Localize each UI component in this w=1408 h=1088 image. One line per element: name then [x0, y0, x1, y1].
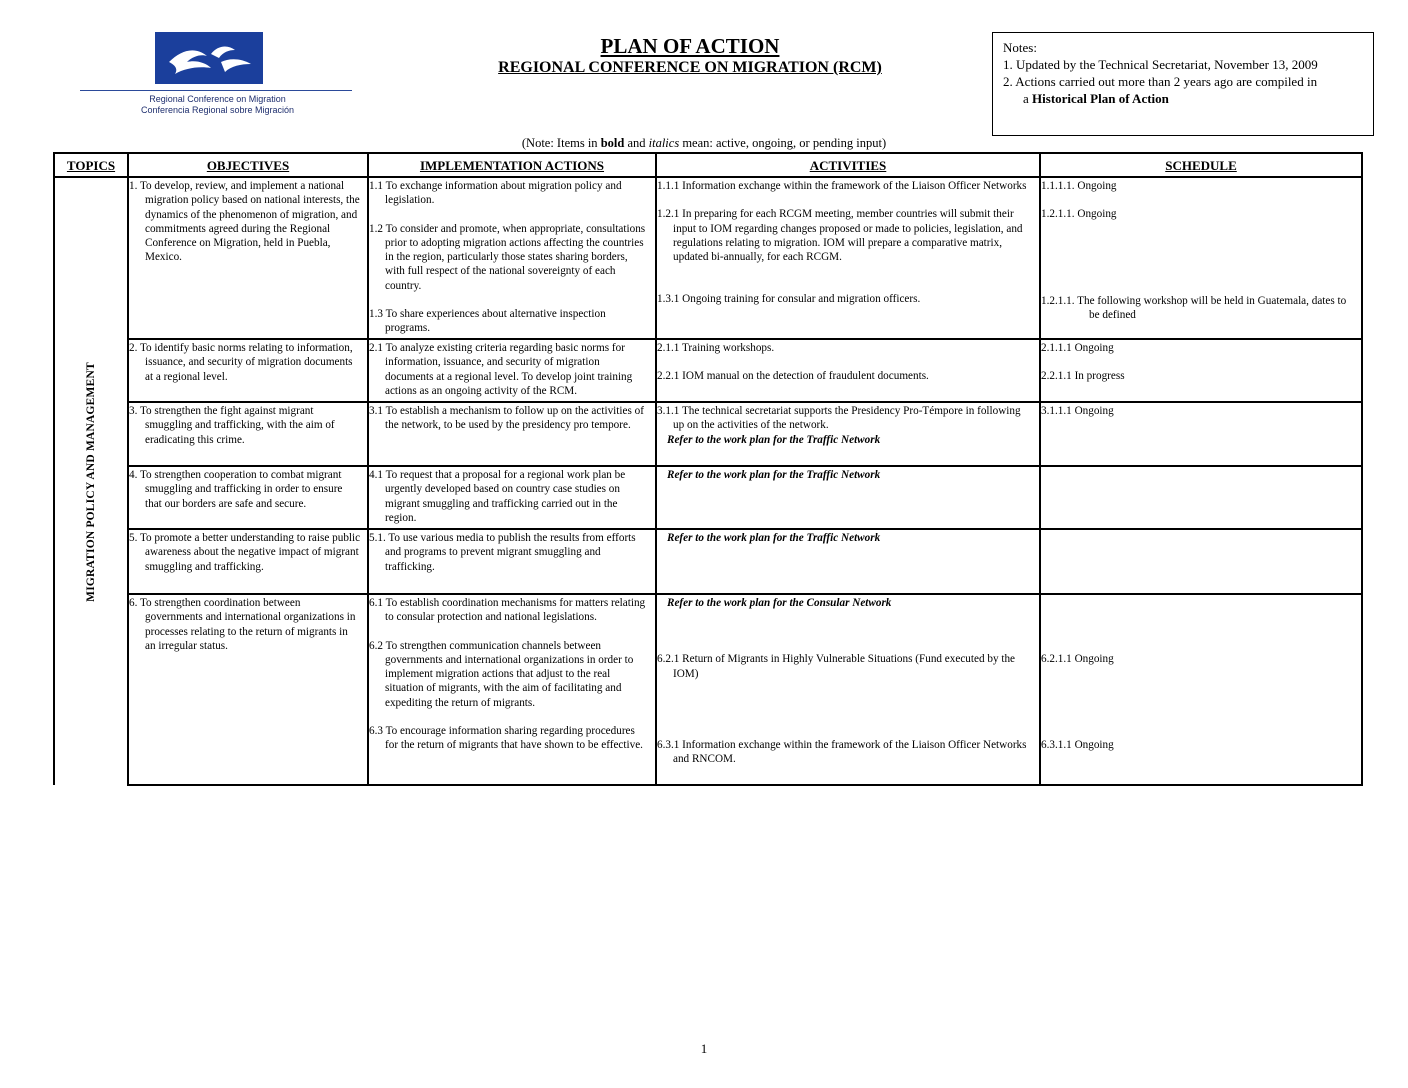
- actions-cell: [368, 177, 656, 339]
- objective-cell: [128, 594, 368, 785]
- activity-item: 1.3.1 Ongoing training for consular and migration officers.: [657, 293, 921, 306]
- schedule-cell: [1040, 529, 1362, 594]
- spacer: [1041, 222, 1361, 294]
- spacer: [657, 610, 1039, 652]
- header-schedule: SCHEDULE: [1040, 153, 1362, 177]
- actions-cell: [368, 594, 656, 785]
- note-2-continuation: [1003, 90, 1363, 107]
- note-2: 2. Actions carried out more than 2 years ago are compiled in: [1003, 74, 1318, 89]
- activities-cell: [656, 594, 1040, 785]
- activity-item: 3.1.1 The technical secretariat supports the Presidency Pro-Témpore in following up on the activities of the network.: [657, 405, 1021, 432]
- schedule-item: 6.2.1.1 Ongoing: [1041, 653, 1114, 665]
- activity-reference: Refer to the work plan for the Consular Network: [667, 597, 892, 609]
- legend-and: and: [624, 136, 649, 150]
- spacer: [1041, 596, 1361, 652]
- schedule-cell: [1040, 594, 1362, 785]
- document-title: PLAN OF ACTION: [600, 34, 780, 58]
- note-1: 1. Updated by the Technical Secretariat, November 13, 2009: [1003, 57, 1318, 72]
- rcm-logo: [80, 30, 355, 122]
- legend-note: [0, 136, 1408, 151]
- activities-cell: [656, 529, 1040, 594]
- spacer: [369, 710, 655, 724]
- logo-divider: [80, 90, 352, 91]
- spacer: [369, 625, 655, 639]
- objective-cell: [128, 339, 368, 402]
- spacer: [1041, 355, 1361, 369]
- table-row: [54, 529, 1362, 594]
- objective-cell: [128, 529, 368, 594]
- schedule-item: 1.1.1.1. Ongoing: [1041, 180, 1117, 192]
- rcm-bird-icon: [155, 32, 263, 84]
- activities-cell: [656, 466, 1040, 529]
- spacer: [1041, 193, 1361, 207]
- action-item: 6.1 To establish coordination mechanisms for matters relating to consular protection and national legislations.: [369, 597, 646, 624]
- notes-heading: Notes:: [1003, 40, 1037, 55]
- schedule-cell: [1040, 177, 1362, 339]
- spacer: [657, 193, 1039, 207]
- schedule-item: 6.3.1.1 Ongoing: [1041, 739, 1114, 752]
- legend-pre: (Note: Items in: [521, 136, 601, 150]
- objective-text: 2. To identify basic norms relating to information, issuance, and security of migration documents at a regional level.: [129, 342, 353, 383]
- activity-reference: Refer to the work plan for the Traffic Network: [667, 469, 881, 481]
- header-activities: ACTIVITIES: [656, 153, 1040, 177]
- topic-label: MIGRATION POLICY AND MANAGEMENT: [84, 361, 97, 602]
- schedule-item: 3.1.1.1 Ongoing: [1041, 405, 1114, 417]
- legend-post: mean: active, ongoing, or pending input): [679, 136, 887, 150]
- spacer: [657, 681, 1039, 738]
- table-header-row: [54, 153, 1362, 177]
- table-row: [54, 402, 1362, 466]
- header-implementation-actions: IMPLEMENTATION ACTIONS: [368, 153, 656, 177]
- table-row: [54, 466, 1362, 529]
- spacer: [369, 293, 655, 307]
- activities-cell: [656, 177, 1040, 339]
- logo-caption-es: Conferencia Regional sobre Migración: [140, 105, 295, 115]
- actions-cell: [368, 339, 656, 402]
- schedule-cell: [1040, 402, 1362, 466]
- objective-text: 3. To strengthen the fight against migrant smuggling and trafficking, with the aim of eradicating this crime.: [129, 405, 335, 446]
- objective-text: 1. To develop, review, and implement a national migration policy based on national interests, the dynamics of the phenomenon of migration, and commitments agreed during the Regional Conference on Migration, held in Puebla, Mexico.: [129, 180, 360, 264]
- objective-cell: [128, 177, 368, 339]
- schedule-cell: [1040, 466, 1362, 529]
- actions-cell: [368, 529, 656, 594]
- action-item: 6.3 To encourage information sharing regarding procedures for the return of migrants that have shown to be effective.: [369, 725, 643, 752]
- action-item: 4.1 To request that a proposal for a regional work plan be urgently developed based on country case studies on migrant smuggling and trafficking carried out in the region.: [369, 469, 626, 524]
- table-row: [54, 177, 1362, 339]
- spacer: [657, 264, 1039, 292]
- objective-text: 4. To strengthen cooperation to combat migrant smuggling and trafficking in order to ensure that our borders are safe and secure.: [129, 469, 343, 510]
- activity-item: 2.1.1 Training workshops.: [657, 342, 775, 354]
- document-title-block: [440, 34, 940, 78]
- table-row: [54, 594, 1362, 785]
- actions-cell: [368, 466, 656, 529]
- schedule-cell: [1040, 339, 1362, 402]
- activity-item: 6.3.1 Information exchange within the framework of the Liaison Officer Networks and RNCOM.: [657, 738, 1027, 766]
- actions-cell: [368, 402, 656, 466]
- action-item: 2.1 To analyze existing criteria regarding basic norms for information, issuance, and security of migration documents at a regional level. To develop joint training actions as an ongoing activity of the RCM.: [369, 342, 633, 397]
- notes-box: [992, 32, 1374, 136]
- activity-reference: Refer to the work plan for the Traffic Network: [667, 532, 881, 544]
- activity-item: 1.1.1 Information exchange within the framework of the Liaison Officer Networks: [657, 180, 1027, 192]
- note-2-bold-text: Historical Plan of Action: [1032, 91, 1169, 106]
- action-item: 1.2 To consider and promote, when appropriate, consultations prior to adopting migration actions affecting the countries in the region, particularly those states sharing borders, with full respect of the national sovereignty of each country.: [369, 222, 646, 292]
- logo-caption: [80, 94, 355, 116]
- spacer: [657, 355, 1039, 369]
- objective-cell: [128, 466, 368, 529]
- objective-cell: [128, 402, 368, 466]
- header-topics: TOPICS: [54, 153, 128, 177]
- action-item: 5.1. To use various media to publish the results from efforts and programs to prevent migrant smuggling and trafficking.: [369, 532, 636, 573]
- spacer: [1041, 666, 1361, 738]
- table-row: [54, 339, 1362, 402]
- schedule-item: 1.2.1.1. The following workshop will be held in Guatemala, dates to be defined: [1041, 294, 1347, 321]
- objective-text: 5. To promote a better understanding to raise public awareness about the negative impact of migrant smuggling and trafficking.: [129, 532, 361, 573]
- activities-cell: [656, 339, 1040, 402]
- activity-item: 1.2.1 In preparing for each RCGM meeting, member countries will submit their input to IOM regarding changes proposed or made to policies, legislation, and regulations relating to migration. IOM will prepare a comparative matrix, updated bi-annually, for each RCGM.: [657, 208, 1023, 264]
- action-item: 6.2 To strengthen communication channels between governments and international organizations in order to implement migration actions that adjust to the real situation of migrants, with the aim of facilitating and expediting the return of migrants.: [369, 639, 634, 709]
- header-objectives: OBJECTIVES: [128, 153, 368, 177]
- activity-item: 6.2.1 Return of Migrants in Highly Vulnerable Situations (Fund executed by the IOM): [657, 653, 1015, 680]
- action-item: 1.3 To share experiences about alternative inspection programs.: [369, 308, 606, 335]
- document-subtitle: REGIONAL CONFERENCE ON MIGRATION (RCM): [498, 59, 882, 76]
- action-item: 3.1 To establish a mechanism to follow up on the activities of the network, to be used by the presidency pro tempore.: [369, 405, 644, 432]
- topic-cell: [54, 177, 128, 785]
- legend-bold: bold: [600, 136, 625, 150]
- activities-cell: [656, 402, 1040, 466]
- spacer: [369, 208, 655, 222]
- note-2-cont-text: a: [1023, 91, 1033, 106]
- schedule-item: 1.2.1.1. Ongoing: [1041, 208, 1117, 221]
- activity-reference: Refer to the work plan for the Traffic Network: [667, 433, 881, 446]
- activity-item: 2.2.1 IOM manual on the detection of fraudulent documents.: [657, 370, 929, 383]
- plan-of-action-table: [53, 152, 1363, 786]
- logo-caption-en: Regional Conference on Migration: [149, 94, 286, 104]
- action-item: 1.1 To exchange information about migration policy and legislation.: [369, 180, 622, 207]
- legend-italic: italics: [648, 136, 680, 150]
- schedule-item: 2.2.1.1 In progress: [1041, 370, 1125, 383]
- objective-text: 6. To strengthen coordination between governments and international organizations in processes relating to the return of migrants in an irregular status.: [129, 597, 356, 652]
- schedule-item: 2.1.1.1 Ongoing: [1041, 342, 1114, 354]
- page-number: 1: [700, 1041, 708, 1056]
